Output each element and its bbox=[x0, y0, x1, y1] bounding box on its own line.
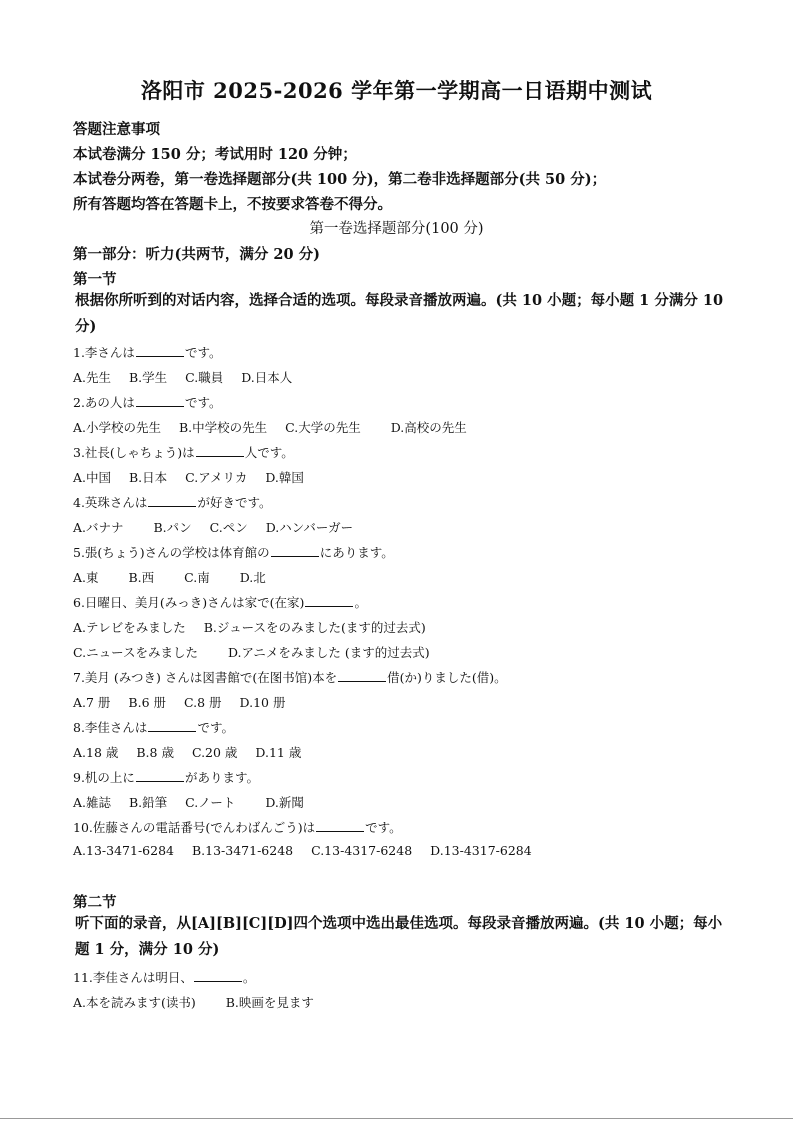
question-9: 9.机の上に があります。 bbox=[73, 770, 259, 785]
question-5: 5.張(ちょう)さんの学校は体育館の にあります。 bbox=[73, 545, 394, 560]
option: D.日本人 bbox=[241, 370, 293, 385]
option: D.10 册 bbox=[239, 695, 286, 710]
option: A.本を読みます(读书) bbox=[73, 995, 196, 1010]
option: B.8 歳 bbox=[136, 745, 174, 760]
options-3 bbox=[73, 468, 318, 486]
option: C.ノート bbox=[185, 795, 236, 810]
question-1: 1.李さんは です。 bbox=[73, 345, 222, 360]
notes-line-3: 所有答题均答在答题卡上，不按要求答卷不得分。 bbox=[73, 196, 392, 213]
option: D.アニメをみました (ます的过去式) bbox=[227, 645, 430, 660]
options-7 bbox=[73, 693, 299, 711]
option: A.中国 bbox=[73, 470, 112, 485]
option: B.日本 bbox=[129, 470, 168, 485]
options-2 bbox=[73, 418, 481, 436]
answer-blank bbox=[136, 344, 184, 357]
option: C.8 册 bbox=[184, 695, 222, 710]
option: A.東 bbox=[73, 570, 99, 585]
question-10: 10.佐藤さんの電話番号(でんわばんごう)は です。 bbox=[73, 820, 402, 835]
option: B.映画を見ます bbox=[225, 995, 314, 1010]
question-8: 8.李佳さんは です。 bbox=[73, 720, 234, 735]
question-11: 11.李佳さんは明日、 。 bbox=[73, 970, 256, 985]
option: C.ペン bbox=[209, 520, 248, 535]
option: A.テレビをみました bbox=[73, 620, 186, 635]
answer-blank bbox=[148, 719, 196, 732]
answer-blank bbox=[148, 494, 196, 507]
options-9 bbox=[73, 793, 318, 811]
answer-blank bbox=[316, 819, 364, 832]
question-4: 4.英珠さんは が好きです。 bbox=[73, 495, 272, 510]
option: C.大学の先生 bbox=[285, 420, 361, 435]
answer-blank bbox=[305, 594, 353, 607]
option: B.パン bbox=[153, 520, 192, 535]
page-title: 洛阳市 2025-2026 学年第一学期高一日语期中测试 bbox=[140, 78, 653, 103]
answer-blank bbox=[271, 544, 319, 557]
answer-blank bbox=[136, 769, 184, 782]
option: D.ハンバーガー bbox=[265, 520, 354, 535]
option: D.北 bbox=[239, 570, 266, 585]
question-6: 6.日曜日、美月(みっき)さんは家で(在家) 。 bbox=[73, 595, 367, 610]
page-bottom-rule bbox=[0, 1118, 793, 1119]
option: B.学生 bbox=[129, 370, 168, 385]
option: B.6 册 bbox=[128, 695, 167, 710]
option: C.アメリカ bbox=[185, 470, 248, 485]
option: D.11 歳 bbox=[255, 745, 302, 760]
answer-blank bbox=[196, 444, 244, 457]
option: C.20 歳 bbox=[191, 745, 238, 760]
section1-title: 第一节 bbox=[73, 271, 117, 288]
option: A.13-3471-6284 bbox=[73, 843, 174, 858]
notes-line-2: 本试卷分两卷，第一卷选择题部分(共 100 分)，第二卷非选择题部分(共 50 分)； bbox=[73, 171, 607, 188]
answer-blank bbox=[136, 394, 184, 407]
option: D.高校の先生 bbox=[390, 420, 467, 435]
answer-blank bbox=[194, 969, 242, 982]
option: D.13-4317-6284 bbox=[430, 843, 532, 858]
section2-title: 第二节 bbox=[73, 894, 117, 911]
question-2: 2.あの人は です。 bbox=[73, 395, 222, 410]
option: A.バナナ bbox=[73, 520, 124, 535]
option: A.雑誌 bbox=[73, 795, 112, 810]
options-5 bbox=[73, 568, 280, 586]
option: D.韓国 bbox=[265, 470, 304, 485]
option: B.鉛筆 bbox=[129, 795, 168, 810]
option: A.7 册 bbox=[73, 695, 111, 710]
options-6b bbox=[73, 643, 444, 661]
answer-blank bbox=[338, 669, 386, 682]
option: D.新聞 bbox=[265, 795, 304, 810]
notes-heading: 答题注意事项 bbox=[73, 121, 160, 138]
option: A.小学校の先生 bbox=[73, 420, 162, 435]
option: A.18 歳 bbox=[73, 745, 119, 760]
options-10 bbox=[73, 843, 546, 858]
option: C.13-4317-6248 bbox=[311, 843, 413, 858]
volume-title: 第一卷选择题部分(100 分) bbox=[309, 221, 484, 237]
option: C.南 bbox=[184, 570, 210, 585]
option: A.先生 bbox=[73, 370, 112, 385]
option: B.西 bbox=[128, 570, 155, 585]
question-3: 3.社長(しゃちょう)は 人です。 bbox=[73, 445, 294, 460]
options-11 bbox=[73, 993, 328, 1011]
option: C.職員 bbox=[185, 370, 224, 385]
option: B.13-3471-6248 bbox=[191, 843, 294, 858]
notes-line-1: 本试卷满分 150 分；考试用时 120 分钟； bbox=[73, 146, 357, 163]
option: C.ニュースをみました bbox=[73, 645, 198, 660]
options-8 bbox=[73, 743, 315, 761]
option: B.中学校の先生 bbox=[179, 420, 268, 435]
question-7: 7.美月 (みつき) さんは図書館で(在图书馆)本を 借(か)りました(借)。 bbox=[73, 670, 507, 685]
part-title: 第一部分：听力(共两节，满分 20 分) bbox=[73, 246, 320, 263]
section2-instruction: 听下面的录音，从[A][B][C][D]四个选项中选出最佳选项。每段录音播放两遍。(共 10 小题；每小题 1 分，满分 10 分) bbox=[75, 915, 723, 958]
options-1 bbox=[73, 368, 306, 386]
section1-instruction: 根据你所听到的对话内容，选择合适的选项。每段录音播放两遍。(共 10 小题；每小题 1 分满分 10 分) bbox=[75, 292, 724, 335]
options-4 bbox=[73, 518, 367, 536]
options-6a bbox=[73, 618, 440, 636]
option: B.ジュースをのみました(ます的过去式) bbox=[203, 620, 426, 635]
